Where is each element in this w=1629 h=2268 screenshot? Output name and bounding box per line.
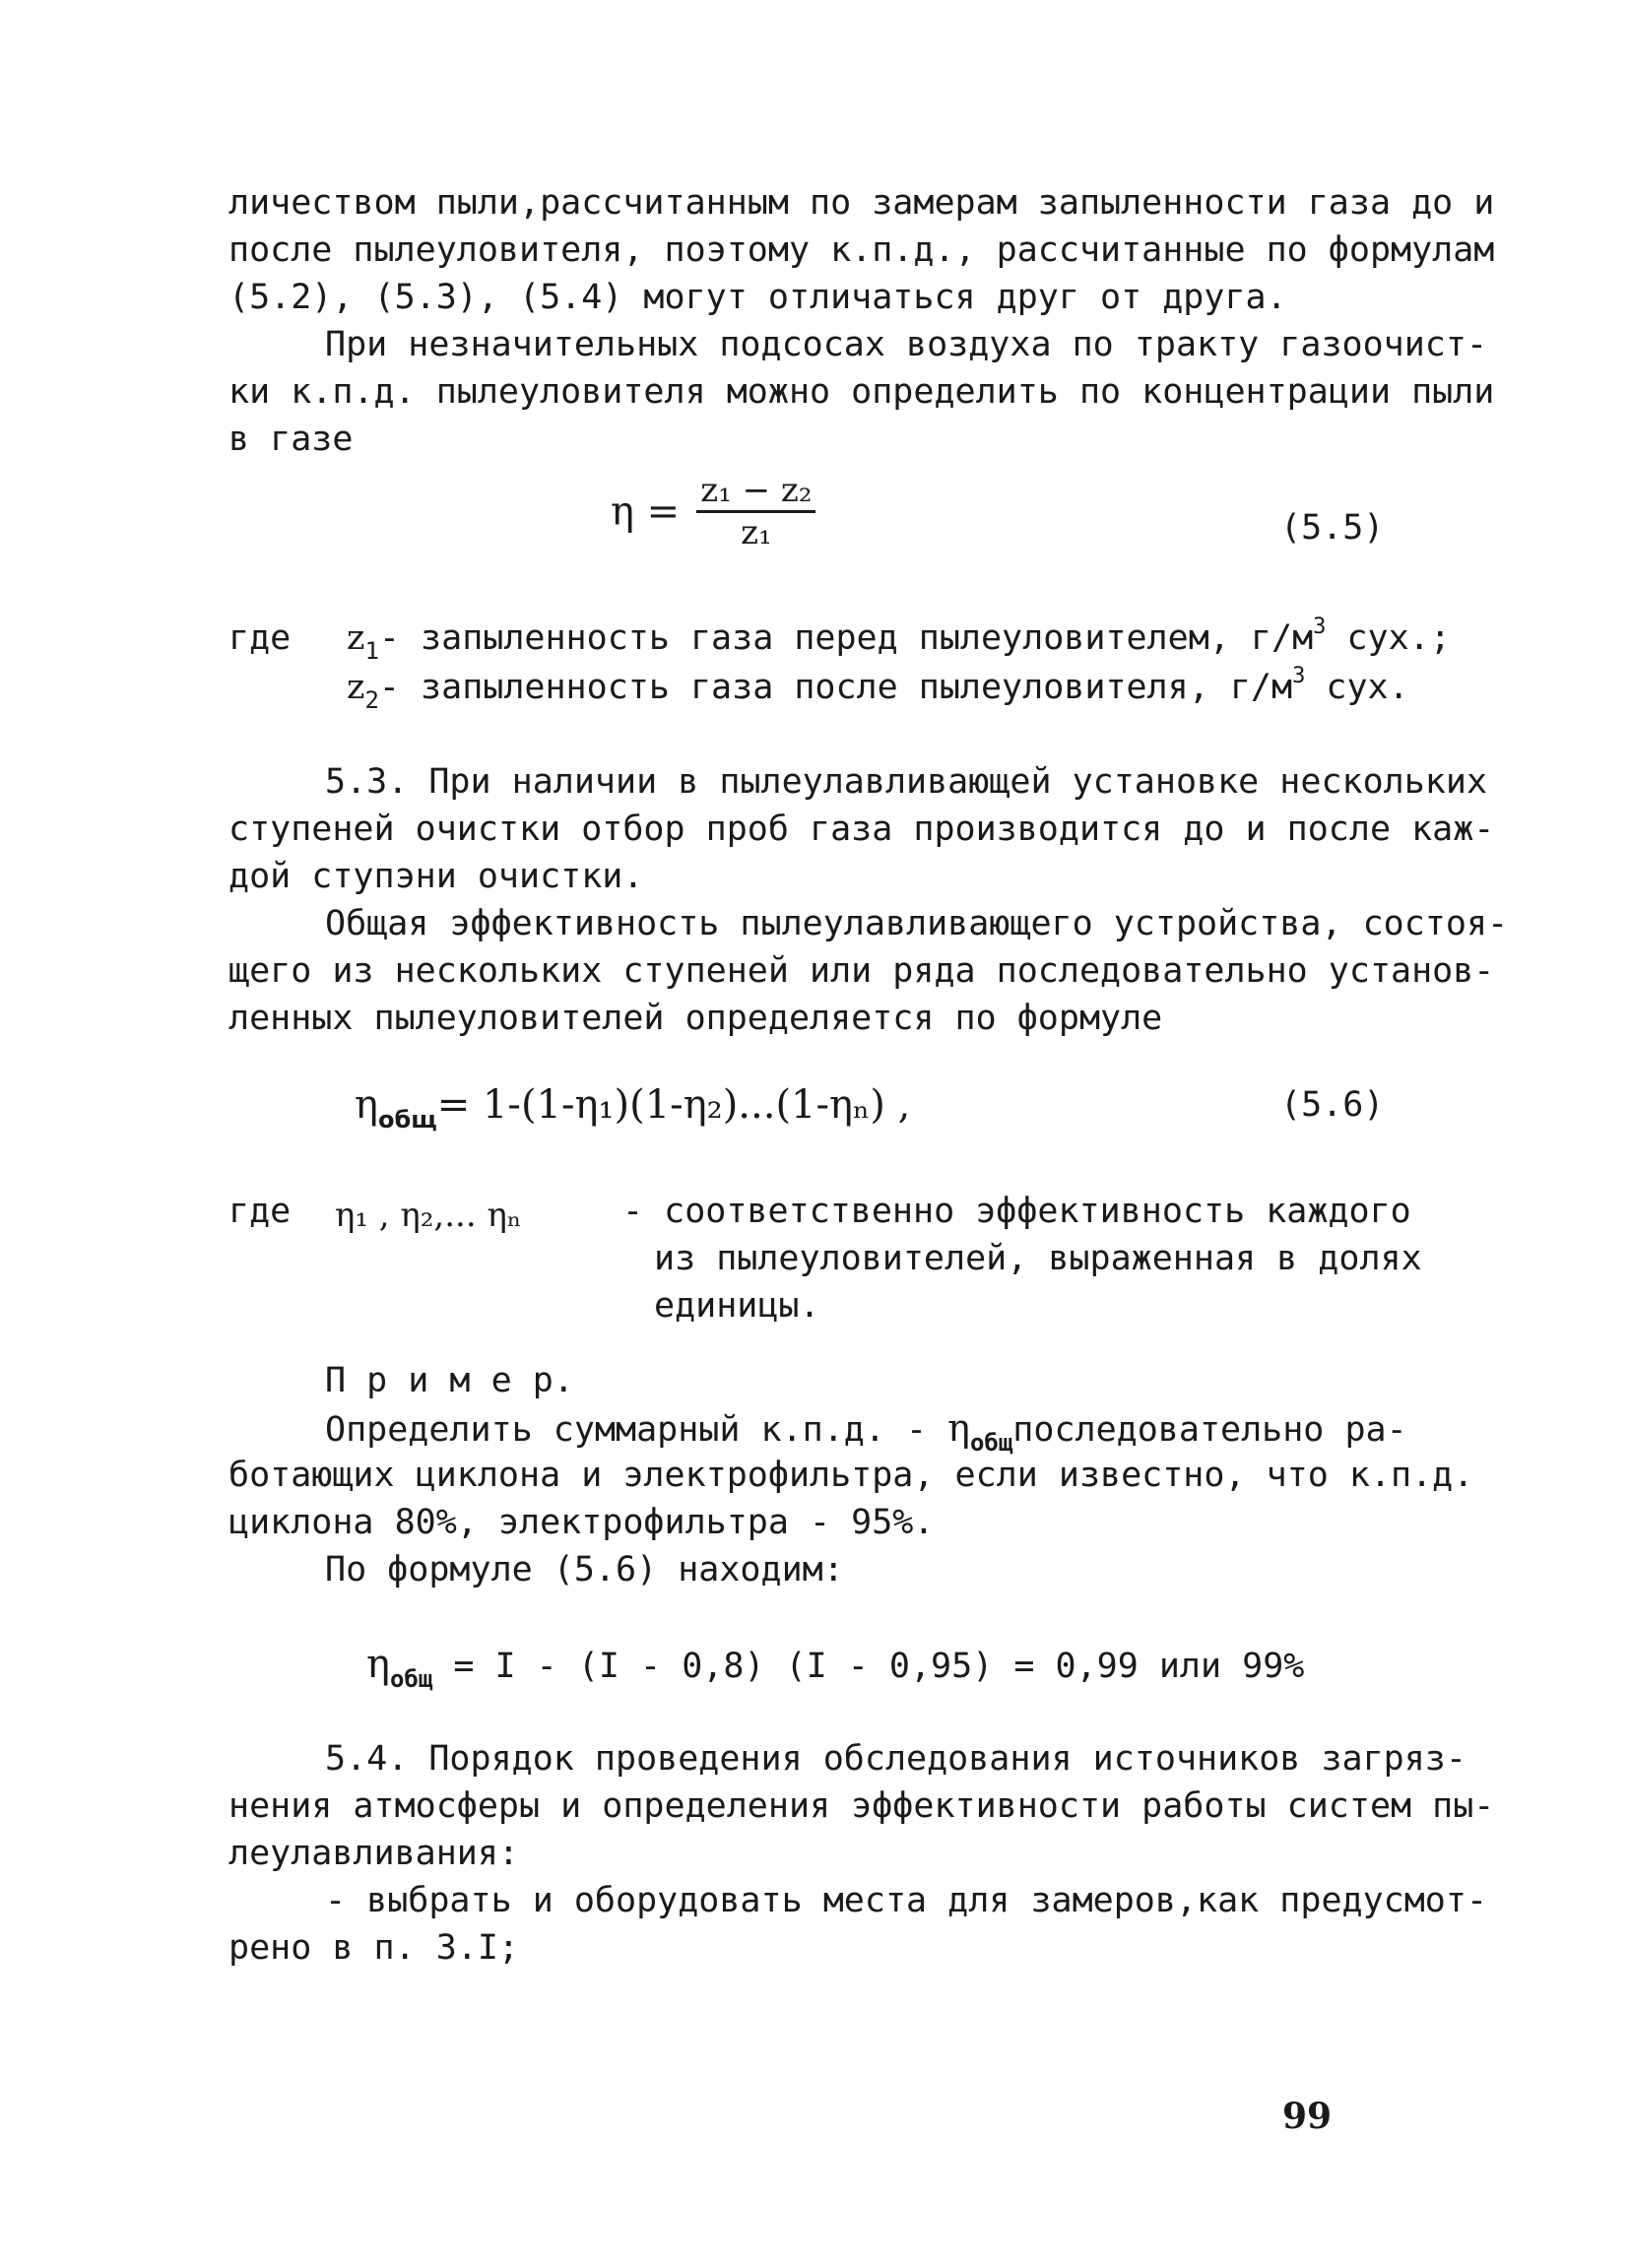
- text-line: щего из нескольких ступеней или ряда последовательно установ-: [228, 951, 1495, 991]
- page-number: 99: [1282, 2096, 1333, 2137]
- eta-symbols: η₁ , η₂,... ηₙ: [335, 1196, 522, 1235]
- text-line: Определить суммарный к.п.д. - $\eta_{общ}последовательно$ ра-: [325, 1406, 1407, 1457]
- text-line: личеством пыли,рассчитанным по замерам запыленности газа до и: [228, 183, 1495, 223]
- text-line: 5.4. Порядок проведения обследования источников загряз-: [325, 1739, 1466, 1779]
- text-line: ленных пылеуловителей определяется по формуле: [228, 999, 1163, 1038]
- formula-numerator: z₁ − z₂: [700, 471, 813, 510]
- text-line: из пылеуловителей, выраженная в долях: [654, 1239, 1422, 1278]
- equation-number: (5.5): [1280, 508, 1385, 548]
- text-line: циклона 80%, электрофильтра - 95%.: [228, 1503, 935, 1542]
- formula-5-6: $\eta_{общ}= 1-(1-\eta_1)(1-\eta_2)...(1-\eta_n)$ ,: [355, 1082, 911, 1134]
- example-title: П р и м е р.: [325, 1361, 574, 1400]
- definition-z2: $z_2-$ запыленность газа после пылеуловителя, $г/м^3$ сух.: [347, 664, 1409, 714]
- where-label: где: [228, 618, 292, 658]
- text-line: - соответственно эффективность каждого: [622, 1192, 1411, 1231]
- text-line: По формуле (5.6) находим:: [325, 1550, 844, 1589]
- text-line: леулавливания:: [228, 1834, 520, 1873]
- text-line: При незначительных подсосах воздуха по тракту газоочист-: [325, 325, 1488, 364]
- text-line: в газе: [228, 420, 354, 459]
- formula-denominator: z₁: [741, 513, 772, 552]
- text-line: рено в п. 3.I;: [228, 1928, 520, 1968]
- text-line: - выбрать и оборудовать места для замеров,как предусмот-: [325, 1881, 1488, 1920]
- example-formula: $\eta_{общ} = I - (I - 0,8)$ (I - 0,95) = 0,99 или 99%: [366, 1642, 1305, 1693]
- formula-lhs: η =: [611, 488, 681, 535]
- equation-number: (5.6): [1280, 1085, 1385, 1125]
- where-label: где: [228, 1192, 292, 1231]
- text-line: нения атмосферы и определения эффективности работы систем пы-: [228, 1786, 1495, 1826]
- text-line: единицы.: [654, 1286, 820, 1326]
- text-line: после пылеуловителя, поэтому к.п.д., рассчитанные по формулам: [228, 230, 1495, 270]
- definition-z1: $z_1-$ запыленность газа перед пылеуловителем, $г/м^3$ сух.;: [347, 615, 1451, 665]
- text-line: ботающих циклона и электрофильтра, если известно, что к.п.д.: [228, 1456, 1474, 1495]
- text-line: ступеней очистки отбор проб газа производится до и после каж-: [228, 810, 1495, 849]
- text-line: (5.2), (5.3), (5.4) могут отличаться друг от друга.: [228, 278, 1287, 317]
- text-line: ки к.п.д. пылеуловителя можно определить по концентрации пыли: [228, 372, 1495, 412]
- text-line: Общая эффективность пылеулавливающего устройства, состоя-: [325, 904, 1509, 943]
- formula-5-5: [611, 471, 812, 552]
- text-line: 5.3. При наличии в пылеулавливающей установке нескольких: [325, 762, 1488, 802]
- text-line: дой ступэни очистки.: [228, 857, 644, 896]
- formula-fraction: [700, 471, 812, 552]
